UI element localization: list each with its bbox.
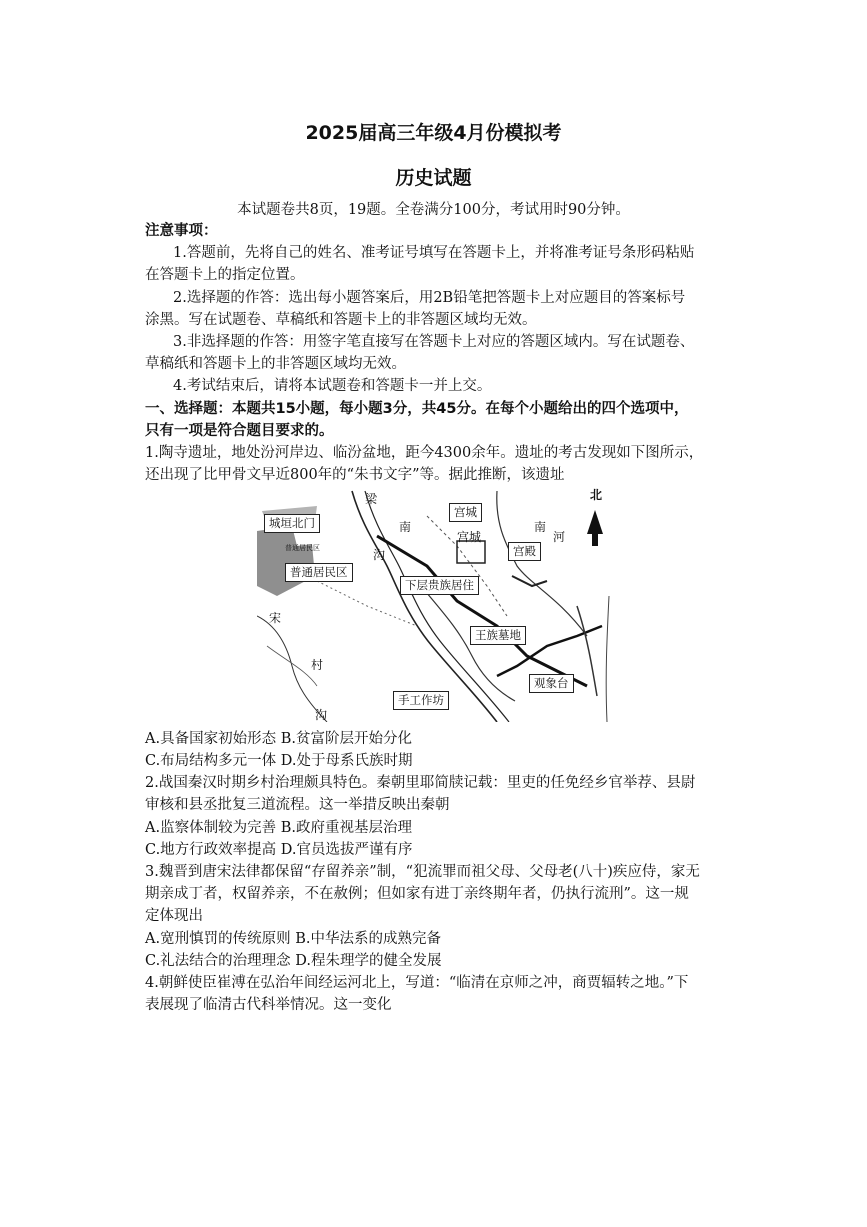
q2-stem-line-1: 2.战国秦汉时期乡村治理颇具特色。秦朝里耶简牍记载：里吏的任免经乡官举荐、县尉 — [145, 775, 696, 791]
exam-subtitle: 历史试题 — [395, 167, 472, 189]
q2-stem-line-2: 审核和县丞批复三道流程。这一举措反映出秦朝 — [145, 797, 450, 813]
place-nan-1: 南 — [399, 520, 412, 534]
place-he: 河 — [553, 530, 566, 544]
q3-options-line-2: C.礼法结合的治理理念 D.程朱理学的健全发展 — [145, 953, 442, 969]
north-arrow-icon — [587, 510, 603, 546]
notes-heading: 注意事项： — [145, 223, 218, 239]
place-gou-2: 沟 — [315, 708, 328, 722]
q3-stem-line-1: 3.魏晋到唐宋法律都保留“存留养亲”制，“犯流罪而祖父母、父母老(八十)疾应侍，家无 — [145, 864, 700, 880]
exam-summary: 本试题卷共8页，19题。全卷满分100分，考试用时90分钟。 — [237, 202, 630, 218]
label-royal-tombs: 王族墓地 — [470, 626, 526, 645]
note-1-line-2: 在答题卡上的指定位置。 — [145, 267, 305, 283]
q4-stem-line-2: 表展现了临清古代科举情况。这一变化 — [145, 997, 392, 1013]
place-song: 宋 — [269, 611, 282, 625]
note-3-line-1: 3.非选择题的作答：用签字笔直接写在答题卡上对应的答题区域内。写在试题卷、 — [173, 334, 695, 350]
note-1-line-1: 1.答题前，先将自己的姓名、准考证号填写在答题卡上，并将准考证号条形码粘贴 — [173, 245, 695, 261]
q1-stem-line-2: 还出现了比甲骨文早近800年的“朱书文字”等。据此推断，该遗址 — [145, 467, 565, 483]
q2-options-line-2: C.地方行政效率提高 D.官员选拔严谨有序 — [145, 842, 413, 858]
label-nobles: 下层贵族居住 — [400, 576, 479, 595]
note-4: 4.考试结束后，请将本试题卷和答题卡一并上交。 — [173, 378, 492, 394]
q1-stem-line-1: 1.陶寺遗址，地处汾河岸边、临汾盆地，距今4300余年。遗址的考古发现如下图所示， — [145, 445, 704, 461]
label-workshop: 手工作坊 — [393, 691, 449, 710]
exam-title: 2025届高三年级4月份模拟考 — [305, 122, 562, 144]
note-2-line-1: 2.选择题的作答：选出每小题答案后，用2B铅笔把答题卡上对应题目的答案标号 — [173, 290, 686, 306]
note-2-line-2: 涂黑。写在试题卷、草稿纸和答题卡上的非答题区域均无效。 — [145, 312, 537, 328]
place-palace-city-small: 宫城 — [457, 530, 482, 544]
section-1-heading-line-2: 只有一项是符合题目要求的。 — [145, 423, 334, 439]
q2-options-line-1: A.监察体制较为完善 B.政府重视基层治理 — [145, 820, 412, 836]
q4-stem-line-1: 4.朝鲜使臣崔溥在弘治年间经运河北上，写道：“临清在京师之冲，商贾辐转之地。”下 — [145, 975, 689, 991]
label-palace: 宫殿 — [508, 542, 541, 561]
q1-options-line-2: C.布局结构多元一体 D.处于母系氏族时期 — [145, 753, 413, 769]
label-residential: 普通居民区 — [285, 563, 353, 582]
q3-options-line-1: A.宽刑慎罚的传统原则 B.中华法系的成熟完备 — [145, 931, 441, 947]
place-liang: 梁 — [365, 492, 378, 506]
place-gou-1: 沟 — [373, 548, 386, 562]
label-observatory: 观象台 — [529, 674, 574, 693]
place-small-residential: 普通居民区 — [285, 544, 320, 552]
q3-stem-line-2: 期亲成丁者，权留养亲，不在赦例；但如家有进丁亲终期年者，仍执行流刑”。这一规 — [145, 886, 689, 902]
section-1-heading-line-1: 一、选择题：本题共15小题，每小题3分，共45分。在每个小题给出的四个选项中， — [145, 401, 689, 417]
place-cun: 村 — [311, 658, 324, 672]
taosi-site-map — [257, 486, 615, 722]
note-3-line-2: 草稿纸和答题卡上的非答题区域均无效。 — [145, 356, 406, 372]
place-nan-2: 南 — [534, 520, 547, 534]
north-label: 北 — [590, 488, 603, 502]
label-city-north-gate: 城垣北门 — [264, 514, 320, 533]
q3-stem-line-3: 定体现出 — [145, 908, 203, 924]
label-palace-city: 宫城 — [449, 503, 482, 522]
q1-options-line-1: A.具备国家初始形态 B.贫富阶层开始分化 — [145, 731, 412, 747]
